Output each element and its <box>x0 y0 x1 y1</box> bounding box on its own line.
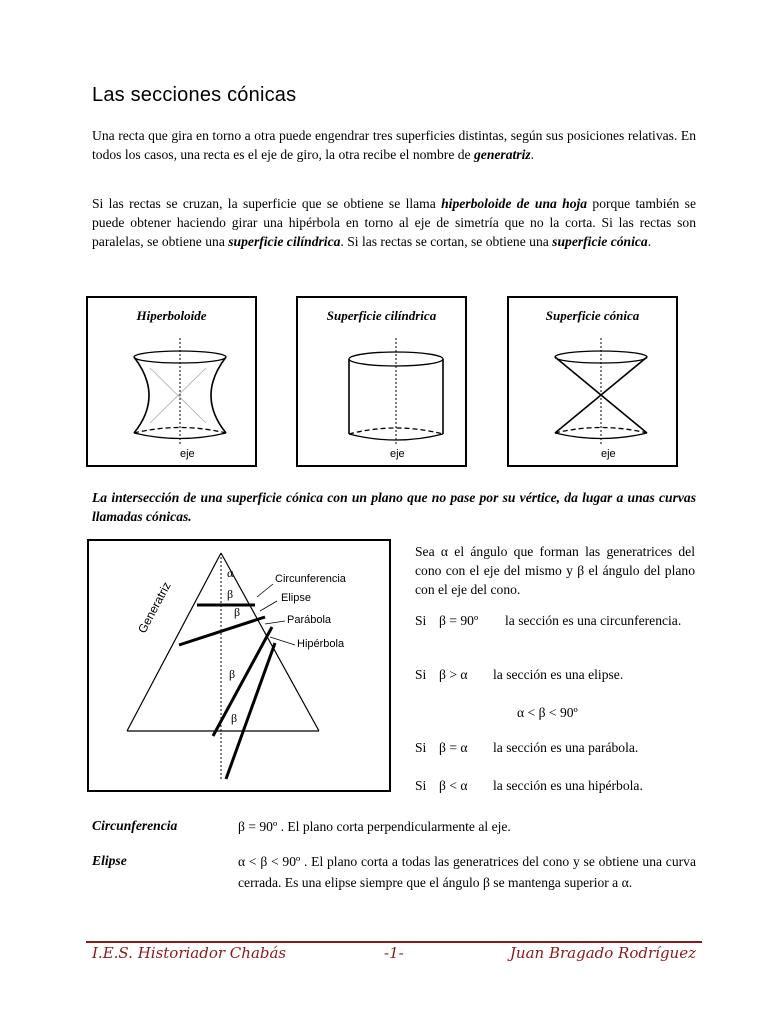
beta-label: β <box>227 587 234 601</box>
case-elipse: Si β > α la sección es una elipse. <box>415 667 624 682</box>
beta-label: β <box>229 667 236 681</box>
label-parabola: Parábola <box>287 614 332 626</box>
axis-label: eje <box>601 448 616 460</box>
alpha-label: α <box>227 566 234 580</box>
cone-drawing <box>509 298 680 469</box>
footer-school: I.E.S. Historiador Chabás <box>92 944 287 962</box>
page-title: Las secciones cónicas <box>92 84 297 106</box>
case-circunferencia: Si β = 90º la sección es una circunferencia. <box>415 613 682 628</box>
term-elipse: Elipse <box>92 853 127 868</box>
footer-author: Juan Bragado Rodríguez <box>509 944 696 962</box>
footer-rule <box>86 941 702 943</box>
figure-caption: Hiperboloide <box>136 308 207 323</box>
def-elipse: α < β < 90º . El plano corta a todas las generatrices del cono y se obtiene una curva cerrada. Es una elipse siempre que el ángulo β se mantenga superior a α. <box>238 854 696 890</box>
def-circunferencia: β = 90º . El plano corta perpendicularmente al eje. <box>238 819 511 834</box>
intro-paragraph-2: Si las rectas se cruzan, la superficie que se obtiene se llama hiperboloide de una hoja porque también se puede obtener haciendo girar una hipérbola en torno al eje de simetría que no la corta. Si las rectas son paralelas, se obtiene una superficie cilíndrica. Si las rectas se cortan, se obtiene una superficie cónica. <box>92 196 696 249</box>
case-hiperbola: Si β < α la sección es una hipérbola. <box>415 778 643 793</box>
intro-paragraph-1: Una recta que gira en torno a otra puede engendrar tres superficies distintas, según sus posiciones relativas. En todos los casos, una recta es el eje de giro, la otra recibe el nombre de generatriz. <box>92 128 696 162</box>
figure-conica <box>507 296 678 467</box>
label-generatriz: Generatriz <box>135 579 174 636</box>
intersection-note: La intersección de una superficie cónica con un plano que no pase por su vértice, da lugar a unas curvas llamadas cónicas. <box>92 490 696 524</box>
cylinder-drawing <box>298 298 469 469</box>
figure-caption: Superficie cilíndrica <box>326 308 437 323</box>
beta-label: β <box>231 711 238 725</box>
label-hiperbola: Hipérbola <box>297 638 345 650</box>
case-parabola: Si β = α la sección es una parábola. <box>415 740 639 755</box>
beta-label: β <box>234 605 241 619</box>
footer-page-number: -1- <box>384 944 404 962</box>
label-elipse: Elipse <box>281 592 311 604</box>
label-circunferencia: Circunferencia <box>275 573 346 585</box>
term-circunferencia: Circunferencia <box>92 818 178 833</box>
figure-cilindrica <box>296 296 467 467</box>
hyperboloid-drawing <box>88 298 259 469</box>
conic-sections-diagram <box>87 539 391 792</box>
case-elipse-range: α < β < 90º <box>517 705 578 720</box>
axis-label: eje <box>180 448 195 460</box>
figure-caption: Superficie cónica <box>545 308 640 323</box>
angle-definition: Sea α el ángulo que forman las generatrices del cono con el eje del mismo y β el ángulo del plano con el eje del cono. <box>415 544 695 597</box>
axis-label: eje <box>390 448 405 460</box>
figure-hiperboloide <box>86 296 257 467</box>
